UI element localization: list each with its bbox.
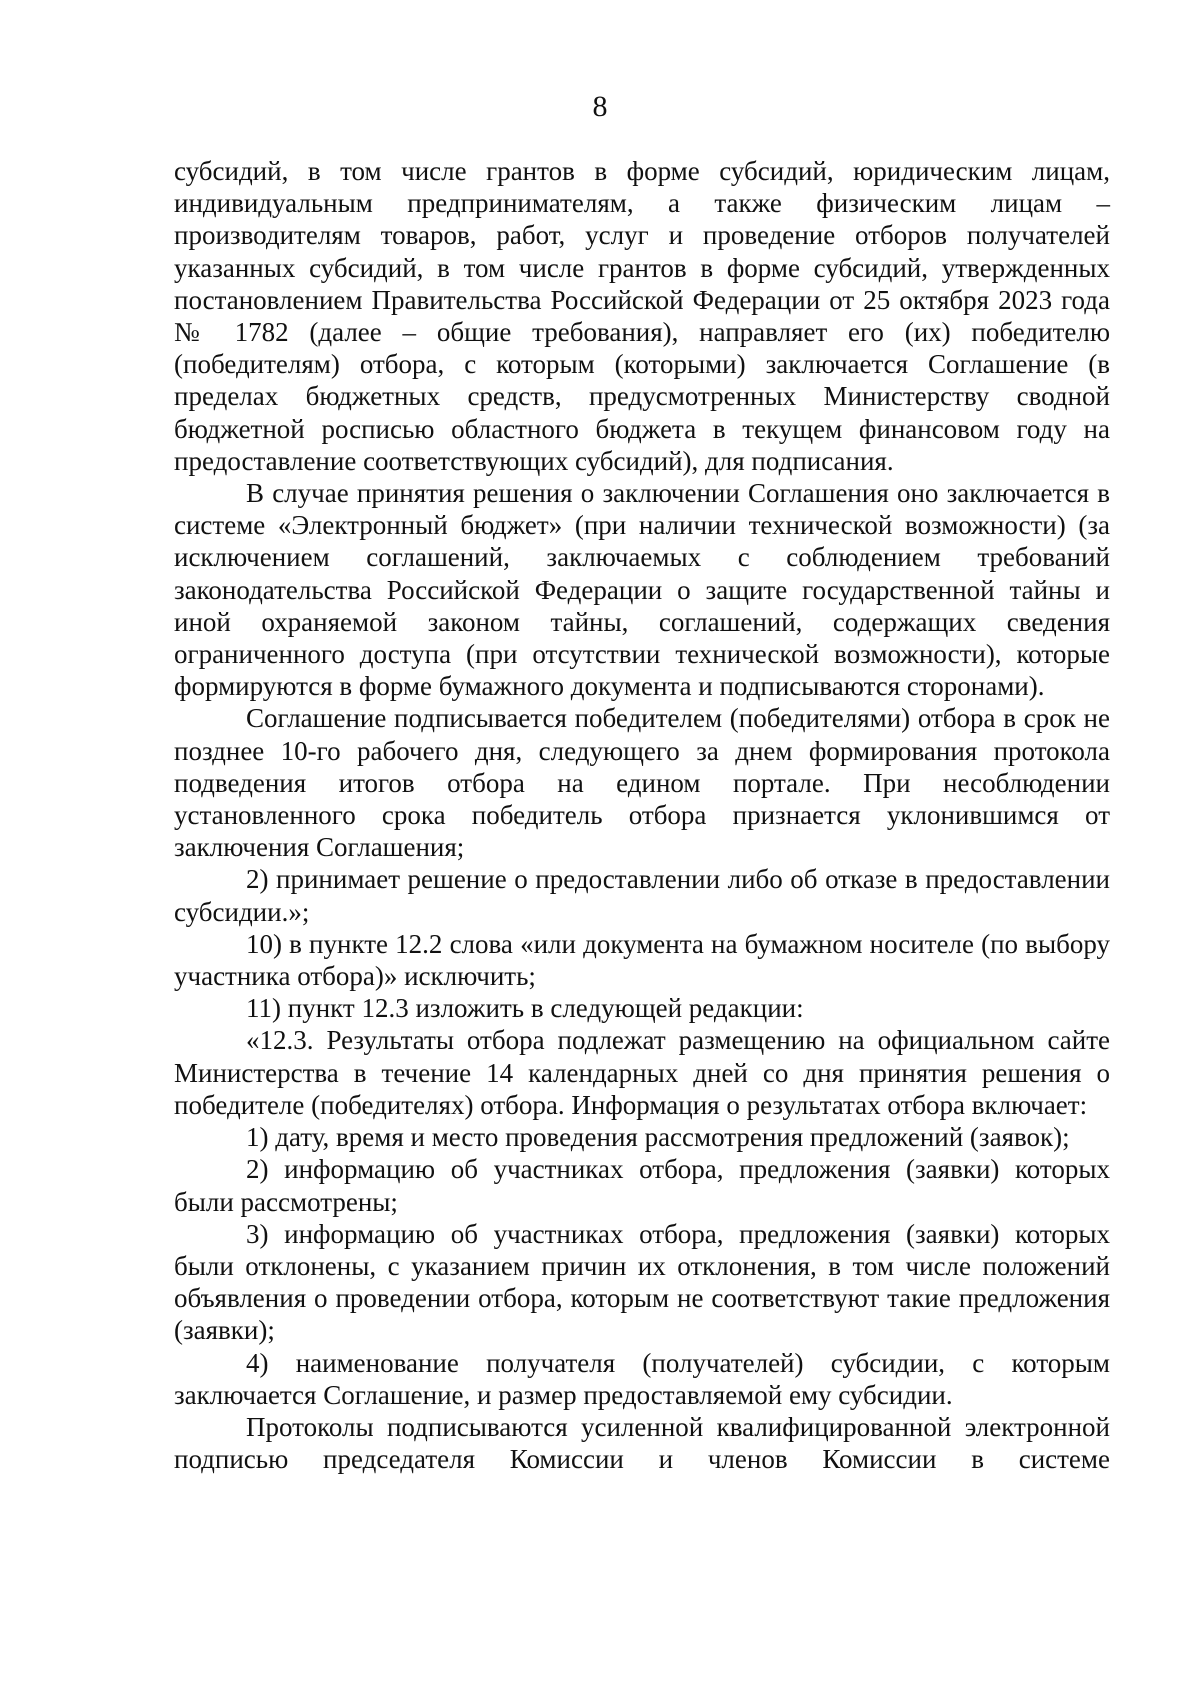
document-body [174, 155, 1110, 1475]
paragraph-agreement-signing: Соглашение подписывается победителем (победителями) отбора в срок не позднее 10-го рабочего дня, следующего за днем формирования протокола подведения итогов отбора на едином портале. При несоблюдении установленного срока победитель отбора признается уклонившимся от заключения Соглашения; [174, 703, 1110, 863]
page-number: 8 [592, 90, 608, 123]
paragraph-clause-12-3: «12.3. Результаты отбора подлежат размещению на официальном сайте Министерства в течение 14 календарных дней со дня принятия решения о победителе (победителях) отбора. Информация о результатах отбора включает: [174, 1025, 1110, 1120]
paragraph-protocols: Протоколы подписываются усиленной квалифицированной электронной подписью председателя Комиссии и членов Комиссии в системе [174, 1411, 1110, 1475]
list-item-4: 4) наименование получателя (получателей) субсидии, с которым заключается Соглашение, и размер предоставляемой ему субсидии. [174, 1347, 1110, 1410]
list-item-1: 1) дату, время и место проведения рассмотрения предложений (заявок); [246, 1122, 1070, 1153]
paragraph-item-2: 2) принимает решение о предоставлении либо об отказе в предоставлении субсидии.»; [174, 864, 1110, 927]
paragraph-item-11: 11) пункт 12.3 изложить в следующей редакции: [246, 993, 804, 1024]
list-item-2: 2) информацию об участниках отбора, предложения (заявки) которых были рассмотрены; [174, 1154, 1110, 1217]
paragraph-continued: субсидий, в том числе грантов в форме субсидий, юридическим лицам, индивидуальным предпринимателям, а также физическим лицам – производителям товаров, работ, услуг и проведение отборов получателей указанных субсидий, в том числе грантов в форме субсидий, утвержденных постановлением Правительства Российской Федерации от 25 октября 2023 года № 1782 (далее – общие требования), направляет его (их) победителю (победителям) отбора, с которым (которыми) заключается Соглашение (в пределах бюджетных средств, предусмотренных Министерству сводной бюджетной росписью областного бюджета в текущем финансовом году на предоставление соответствующих субсидий), для подписания. [174, 156, 1110, 476]
paragraph-item-10: 10) в пункте 12.2 слова «или документа на бумажном носителе (по выбору участника отбора)» исключить; [174, 928, 1110, 992]
list-item-3: 3) информацию об участниках отбора, предложения (заявки) которых были отклонены, с указанием причин их отклонения, в том числе положений объявления о проведении отбора, которым не соответствуют такие предложения (заявки); [174, 1218, 1110, 1346]
paragraph-agreement-system: В случае принятия решения о заключении Соглашения оно заключается в системе «Электронный бюджет» (при наличии технической возможности) (за исключением соглашений, заключаемых с соблюдением требований законодательства Российской Федерации о защите государственной тайны и иной охраняемой законом тайны, соглашений, содержащих сведения ограниченного доступа (при отсутствии технической возможности), которые формируются в форме бумажного документа и подписываются сторонами). [174, 478, 1110, 702]
